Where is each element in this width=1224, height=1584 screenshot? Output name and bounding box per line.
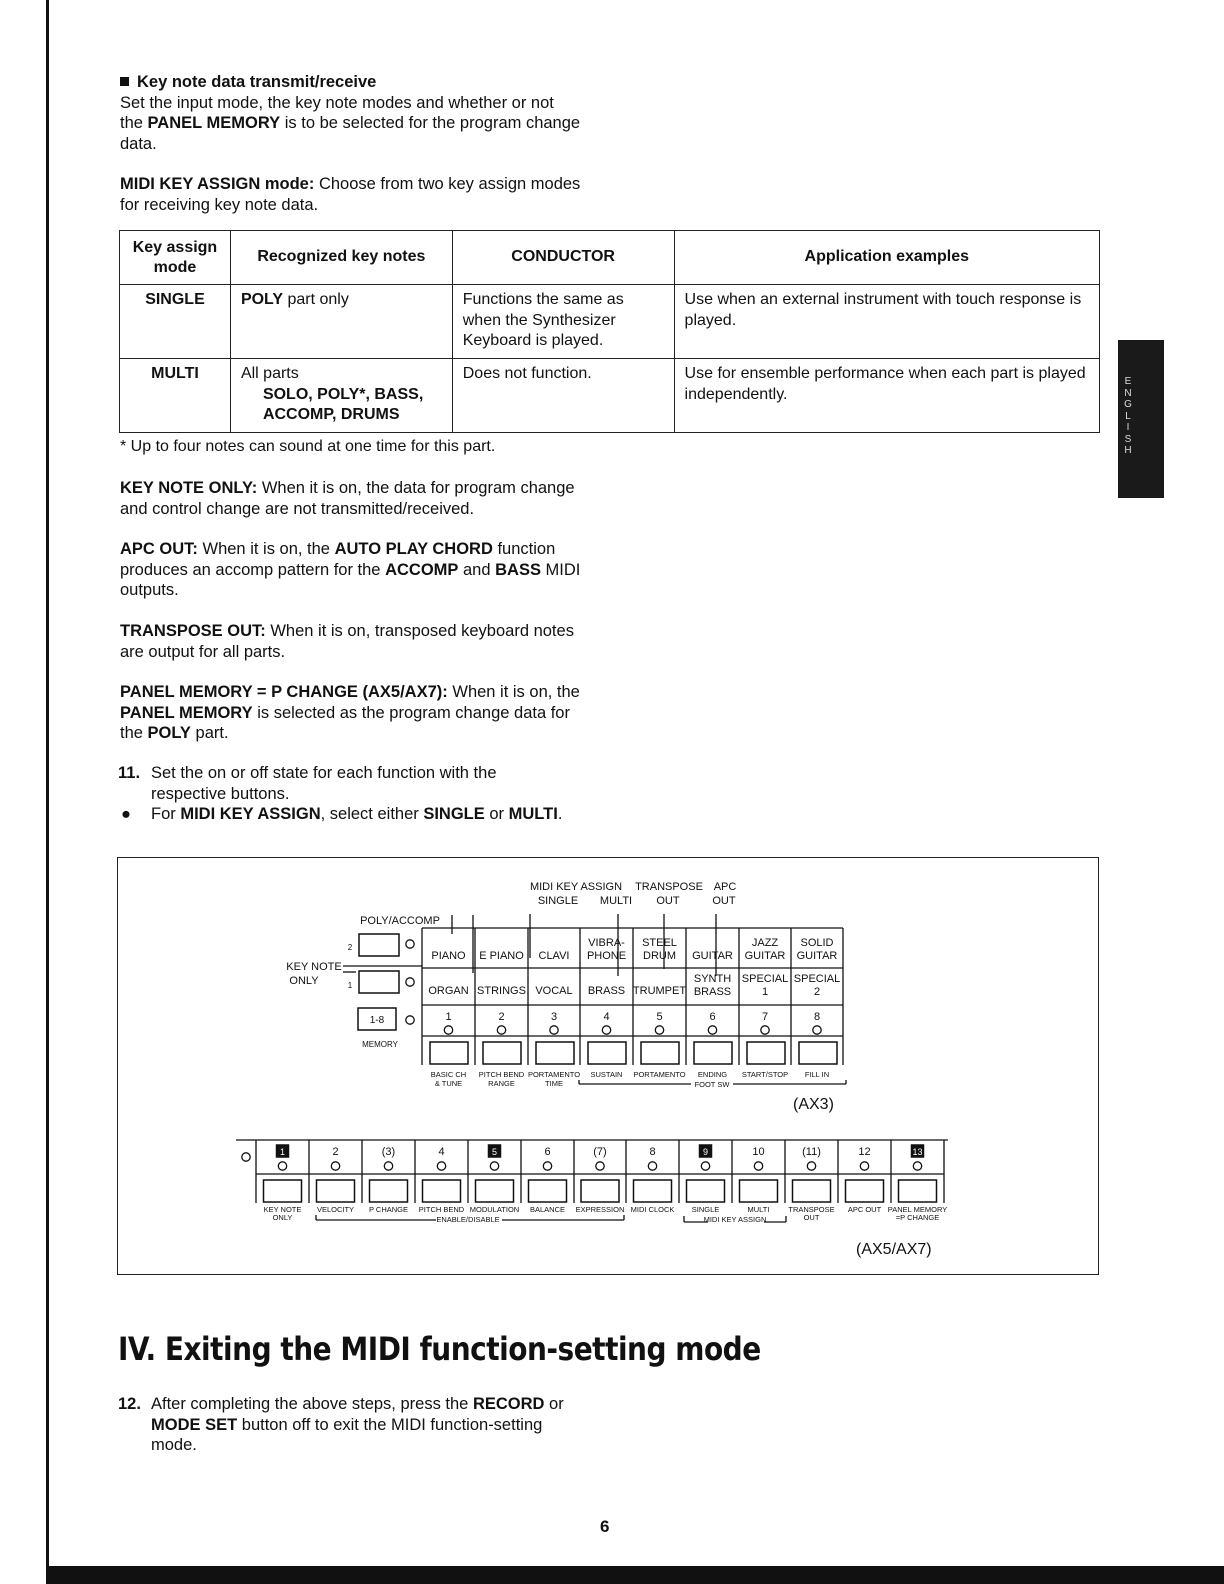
ax57-number: 12 xyxy=(858,1146,871,1158)
memory-button xyxy=(641,1042,679,1064)
bottom-label: START/STOP xyxy=(741,1070,789,1079)
row3-led-icon xyxy=(444,1026,452,1034)
ax57-led-icon xyxy=(807,1162,815,1170)
row2-label: BRASS xyxy=(693,986,732,998)
row2-label: SPECIAL xyxy=(793,973,841,985)
step-11 xyxy=(118,763,598,825)
header-application-examples: Application examples xyxy=(674,231,1099,285)
label-midi-key-assign: MIDI KEY ASSIGN xyxy=(529,881,623,893)
ax57-label: PITCH BEND xyxy=(418,1205,465,1214)
bottom-label: FILL IN xyxy=(804,1070,830,1079)
ax57-number: 8 xyxy=(649,1146,656,1158)
ax57-label: MULTI xyxy=(747,1205,770,1214)
ax57-led-icon xyxy=(384,1162,392,1170)
row2-label: STRINGS xyxy=(477,985,526,997)
key-note-button-1 xyxy=(359,971,399,993)
ax57-left-led-icon xyxy=(242,1153,250,1161)
row1-label: SOLID xyxy=(800,937,834,949)
ax57-button xyxy=(264,1180,302,1202)
ax57-number: 9 xyxy=(702,1147,709,1157)
english-tab-text: E N G L I S H xyxy=(1124,376,1132,456)
ax57-label: =P CHANGE xyxy=(895,1213,940,1222)
ax57-number: 4 xyxy=(438,1146,445,1158)
key-note-heading: Key note data transmit/receive xyxy=(120,72,590,93)
key-note-line2: the PANEL MEMORY is to be selected for the program change xyxy=(120,114,581,132)
ax57-button xyxy=(317,1180,355,1202)
memory-button xyxy=(694,1042,732,1064)
row1-label: JAZZ xyxy=(751,937,779,949)
square-bullet-icon xyxy=(120,77,129,86)
bottom-label: PITCH BEND xyxy=(478,1070,525,1079)
row3-number: 8 xyxy=(813,1011,821,1023)
mark-1: 1 xyxy=(347,981,353,990)
row1-label: DRUM xyxy=(643,950,676,962)
label-midi-key-assign-ax57: MIDI KEY ASSIGN xyxy=(703,1215,767,1224)
ax57-model-label: (AX5/AX7) xyxy=(856,1241,932,1258)
row3-led-icon xyxy=(497,1026,505,1034)
step-11-bullet-text: For MIDI KEY ASSIGN, select either SINGLE or MULTI. xyxy=(151,805,563,823)
ax57-button xyxy=(529,1180,567,1202)
row3-led-icon xyxy=(602,1026,610,1034)
bottom-label: PORTAMENTO xyxy=(527,1070,581,1079)
conductor-cell: Does not function. xyxy=(452,359,674,433)
mark-2: 2 xyxy=(347,943,353,952)
ax57-led-icon xyxy=(490,1162,498,1170)
label-foot-sw: FOOT SW xyxy=(694,1080,730,1089)
table-footnote: * Up to four notes can sound at one time for this part. xyxy=(120,438,496,455)
row2-label: BRASS xyxy=(587,985,626,997)
table-row xyxy=(120,359,1100,433)
memory-button xyxy=(799,1042,837,1064)
ax57-label: MODULATION xyxy=(469,1205,520,1214)
ax57-button xyxy=(793,1180,831,1202)
ax57-number: 2 xyxy=(332,1146,339,1158)
ax57-button xyxy=(581,1180,619,1202)
ax57-button xyxy=(846,1180,884,1202)
step-12 xyxy=(118,1394,598,1456)
key-note-only-paragraph: KEY NOTE ONLY: When it is on, the data for program change and control change are not transmitted/received. xyxy=(120,479,575,518)
ax57-led-icon xyxy=(648,1162,656,1170)
ax57-button xyxy=(476,1180,514,1202)
row2-label: VOCAL xyxy=(535,985,573,997)
row2-label: SPECIAL xyxy=(741,973,789,985)
ax57-label: EXPRESSION xyxy=(575,1205,625,1214)
memory-button xyxy=(747,1042,785,1064)
led-1-8-icon xyxy=(406,1016,414,1024)
midi-key-assign-paragraph: MIDI KEY ASSIGN mode: Choose from two key assign modes for receiving key note data. xyxy=(120,175,581,214)
panel-memory-paragraph: PANEL MEMORY = P CHANGE (AX5/AX7): When it is on, the PANEL MEMORY is selected as the program change data for the POLY part. xyxy=(120,683,580,742)
table-header-row xyxy=(120,231,1100,285)
bullet-icon: ● xyxy=(121,805,131,823)
ax57-label: MIDI CLOCK xyxy=(630,1205,675,1214)
ax57-label: ONLY xyxy=(272,1213,293,1222)
ax57-label: SINGLE xyxy=(691,1205,720,1214)
step-11-line1: Set the on or off state for each function with the xyxy=(151,764,497,782)
ax57-led-icon xyxy=(701,1162,709,1170)
ax57-button xyxy=(370,1180,408,1202)
row3-led-icon xyxy=(708,1026,716,1034)
ax57-label: APC OUT xyxy=(847,1205,882,1214)
row2-label: 1 xyxy=(761,986,769,998)
row1-label: GUITAR xyxy=(692,950,733,962)
bottom-label: SUSTAIN xyxy=(590,1070,623,1079)
section-title: IV. Exiting the MIDI function-setting mode xyxy=(118,1329,761,1368)
ax57-button xyxy=(423,1180,461,1202)
row3-led-icon xyxy=(761,1026,769,1034)
row1-label: VIBRA- xyxy=(588,937,625,949)
row3-number: 2 xyxy=(498,1011,505,1023)
ax57-number: (7) xyxy=(593,1146,607,1158)
label-apc: APC xyxy=(713,881,737,893)
label-apc-out: OUT xyxy=(712,895,736,907)
ax57-label: PANEL MEMORY xyxy=(887,1205,948,1214)
ax3-model-label: (AX3) xyxy=(793,1096,834,1113)
left-page-rule xyxy=(46,0,49,1572)
step-12-line2: MODE SET button off to exit the MIDI function-setting xyxy=(151,1415,543,1434)
ax57-label: KEY NOTE xyxy=(263,1205,302,1214)
memory-button xyxy=(536,1042,574,1064)
bottom-label: BASIC CH xyxy=(430,1070,467,1079)
row3-number: 4 xyxy=(603,1011,610,1023)
label-transpose-out: OUT xyxy=(656,895,680,907)
row3-number: 3 xyxy=(550,1011,558,1023)
memory-button xyxy=(483,1042,521,1064)
ax57-number: 6 xyxy=(544,1146,551,1158)
row1-label: CLAVI xyxy=(538,950,570,962)
label-key-note: KEY NOTE xyxy=(286,961,342,973)
panel-diagram xyxy=(118,858,1100,1276)
label-only: ONLY xyxy=(289,975,319,987)
step-11-number: 11. xyxy=(118,764,141,782)
bottom-label: RANGE xyxy=(488,1079,515,1088)
key-assign-table xyxy=(119,230,1100,433)
conductor-cell: Functions the same as when the Synthesizer Keyboard is played. xyxy=(452,285,674,359)
bottom-label: & TUNE xyxy=(434,1079,463,1088)
key-note-section xyxy=(120,72,590,154)
table-row xyxy=(120,285,1100,359)
bottom-label: TIME xyxy=(545,1079,563,1088)
row3-led-icon xyxy=(813,1026,821,1034)
key-note-button-2 xyxy=(359,934,399,956)
ax57-led-icon xyxy=(543,1162,551,1170)
label-memory: MEMORY xyxy=(362,1040,398,1049)
bottom-page-rule xyxy=(46,1566,1224,1584)
led-2-icon xyxy=(406,940,414,948)
ax57-label: BALANCE xyxy=(529,1205,566,1214)
row2-label: TRUMPET xyxy=(632,985,687,997)
ax57-button xyxy=(899,1180,937,1202)
row2-label: 2 xyxy=(813,986,821,998)
header-key-assign-mode: Key assign mode xyxy=(120,231,231,285)
label-enable-disable: ENABLE/DISABLE xyxy=(436,1215,500,1224)
row3-number: 1 xyxy=(445,1011,452,1023)
ax57-led-icon xyxy=(913,1162,921,1170)
step-12-line3: mode. xyxy=(151,1436,197,1454)
memory-button xyxy=(588,1042,626,1064)
label-multi: MULTI xyxy=(599,895,633,907)
step-12-line1: After completing the above steps, press the RECORD or xyxy=(151,1395,564,1413)
apc-out-paragraph: APC OUT: When it is on, the AUTO PLAY CHORD function produces an accomp pattern for the ACCOMP and BASS MIDI outputs. xyxy=(120,540,581,599)
ax57-label: OUT xyxy=(803,1213,820,1222)
ax57-number: (11) xyxy=(802,1146,821,1158)
row1-label: PIANO xyxy=(431,950,466,962)
key-note-line1: Set the input mode, the key note modes and whether or not xyxy=(120,93,554,112)
ax57-number: 13 xyxy=(912,1147,923,1157)
mode-cell: MULTI xyxy=(120,359,231,433)
transpose-out-paragraph: TRANSPOSE OUT: When it is on, transposed keyboard notes are output for all parts. xyxy=(120,622,574,661)
header-conductor: CONDUCTOR xyxy=(452,231,674,285)
notes-cell: POLY part only xyxy=(230,285,452,359)
label-single: SINGLE xyxy=(537,895,579,907)
ax57-label: P CHANGE xyxy=(368,1205,409,1214)
notes-cell: All parts SOLO, POLY*, BASS, ACCOMP, DRUMS xyxy=(230,359,452,433)
ax57-label: TRANSPOSE xyxy=(788,1205,835,1214)
step-11-line2: respective buttons. xyxy=(151,784,290,803)
ax57-button xyxy=(687,1180,725,1202)
mode-cell: SINGLE xyxy=(120,285,231,359)
ax57-number: (3) xyxy=(381,1146,396,1158)
panel-diagram-frame xyxy=(117,857,1099,1275)
ax57-led-icon xyxy=(754,1162,762,1170)
application-cell: Use for ensemble performance when each part is played independently. xyxy=(674,359,1099,433)
row1-label: STEEL xyxy=(642,937,677,949)
label-transpose: TRANSPOSE xyxy=(635,881,703,893)
ax57-button xyxy=(740,1180,778,1202)
ax57-number: 5 xyxy=(491,1147,498,1157)
ax57-label: VELOCITY xyxy=(316,1205,355,1214)
memory-button xyxy=(430,1042,468,1064)
application-cell: Use when an external instrument with touch response is played. xyxy=(674,285,1099,359)
row1-label: GUITAR xyxy=(796,950,838,962)
row2-label: ORGAN xyxy=(428,985,469,997)
row2-label: SYNTH xyxy=(693,973,732,985)
row3-led-icon xyxy=(550,1026,558,1034)
ax57-button xyxy=(634,1180,672,1202)
row1-label: PHONE xyxy=(586,950,627,962)
ax57-led-icon xyxy=(860,1162,868,1170)
key-note-line3: data. xyxy=(120,134,157,153)
row3-number: 5 xyxy=(656,1011,663,1023)
ax57-number: 10 xyxy=(752,1146,765,1158)
header-recognized-key-notes: Recognized key notes xyxy=(230,231,452,285)
row3-number: 6 xyxy=(709,1011,716,1023)
ax57-led-icon xyxy=(331,1162,339,1170)
label-poly-accomp: POLY/ACCOMP xyxy=(360,915,440,927)
label-1-8: 1-8 xyxy=(369,1015,385,1026)
page-number: 6 xyxy=(600,1517,610,1536)
row1-label: GUITAR xyxy=(744,950,786,962)
bottom-label: ENDING xyxy=(697,1070,728,1079)
step-12-number: 12. xyxy=(118,1395,141,1413)
bottom-label: PORTAMENTO xyxy=(633,1070,686,1079)
ax57-led-icon xyxy=(437,1162,445,1170)
row3-number: 7 xyxy=(761,1011,769,1023)
ax57-number: 1 xyxy=(279,1147,286,1157)
row3-led-icon xyxy=(655,1026,663,1034)
english-section-tab xyxy=(1118,340,1164,498)
row1-label: E PIANO xyxy=(479,950,524,962)
led-1-icon xyxy=(406,978,414,986)
ax57-led-icon xyxy=(278,1162,286,1170)
ax57-led-icon xyxy=(596,1162,604,1170)
